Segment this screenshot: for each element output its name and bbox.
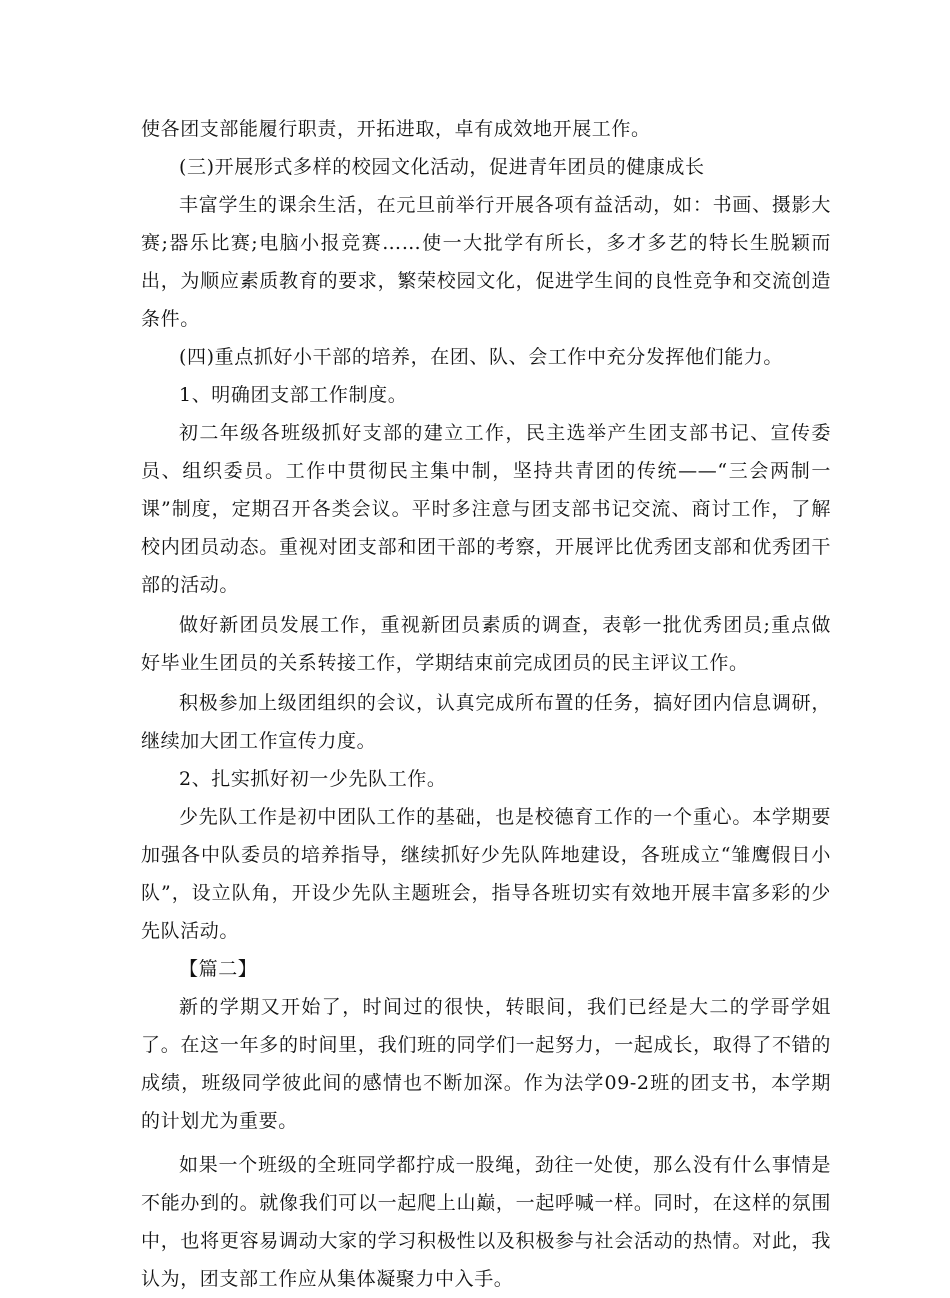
paragraph-campus-culture: 丰富学生的课余生活，在元旦前举行开展各项有益活动，如：书画、摄影大赛;器乐比赛;电脑小报竞赛……使一大批学有所长，多才多艺的特长生脱颖而出，为顺应素质教育的要求，繁荣校园文化，促进学生间的良性竞争和交流创造条件。 bbox=[141, 194, 831, 330]
section-heading-four: (四)重点抓好小干部的培养，在团、队、会工作中充分发挥他们能力。 bbox=[179, 346, 784, 368]
paragraph-new-semester: 新的学期又开始了，时间过的很快，转眼间，我们已经是大二的学哥学姐了。在这一年多的时间里，我们班的同学们一起努力，一起成长，取得了不错的成绩，班级同学彼此间的感情也不断加深。作为法学09-2班的团支书，本学期的计划尤为重要。 bbox=[141, 996, 831, 1132]
paragraph-grade-two-branches: 初二年级各班级抓好支部的建立工作，民主选举产生团支部书记、宣传委员、组织委员。工作中贯彻民主集中制，坚持共青团的传统——“三会两制一课”制度，定期召开各类会议。平时多注意与团支部书记交流、商讨工作，了解校内团员动态。重视对团支部和团干部的考察，开展评比优秀团支部和优秀团干部的活动。 bbox=[141, 422, 831, 596]
paragraph-class-cohesion: 如果一个班级的全班同学都拧成一股绳，劲往一处使，那么没有什么事情是不能办到的。就像我们可以一起爬上山巅，一起呼喊一样。同时，在这样的氛围中，也将更容易调动大家的学习积极性以及积极参与社会活动的热情。对此，我认为，团支部工作应从集体凝聚力中入手。 bbox=[141, 1154, 831, 1290]
section-heading-part-two: 【篇二】 bbox=[179, 958, 258, 980]
subheading-young-pioneers: 2、扎实抓好初一少先队工作。 bbox=[179, 768, 447, 790]
paragraph-new-members: 做好新团员发展工作，重视新团员素质的调查，表彰一批优秀团员;重点做好毕业生团员的关系转接工作，学期结束前完成团员的民主评议工作。 bbox=[141, 614, 831, 674]
paragraph-young-pioneers: 少先队工作是初中团队工作的基础，也是校德育工作的一个重心。本学期要加强各中队委员的培养指导，继续抓好少先队阵地建设，各班成立“雏鹰假日小队”，设立队角，开设少先队主题班会，指导各班切实有效地开展丰富多彩的少先队活动。 bbox=[141, 806, 831, 942]
document-page bbox=[141, 110, 831, 1298]
paragraph-meetings: 积极参加上级团组织的会议，认真完成所布置的任务，搞好团内信息调研，继续加大团工作宣传力度。 bbox=[141, 692, 831, 752]
paragraph-continuation: 使各团支部能履行职责，开拓进取，卓有成效地开展工作。 bbox=[141, 118, 651, 140]
subheading-branch-system: 1、明确团支部工作制度。 bbox=[179, 384, 408, 406]
section-heading-three: (三)开展形式多样的校园文化活动，促进青年团员的健康成长 bbox=[179, 156, 705, 178]
